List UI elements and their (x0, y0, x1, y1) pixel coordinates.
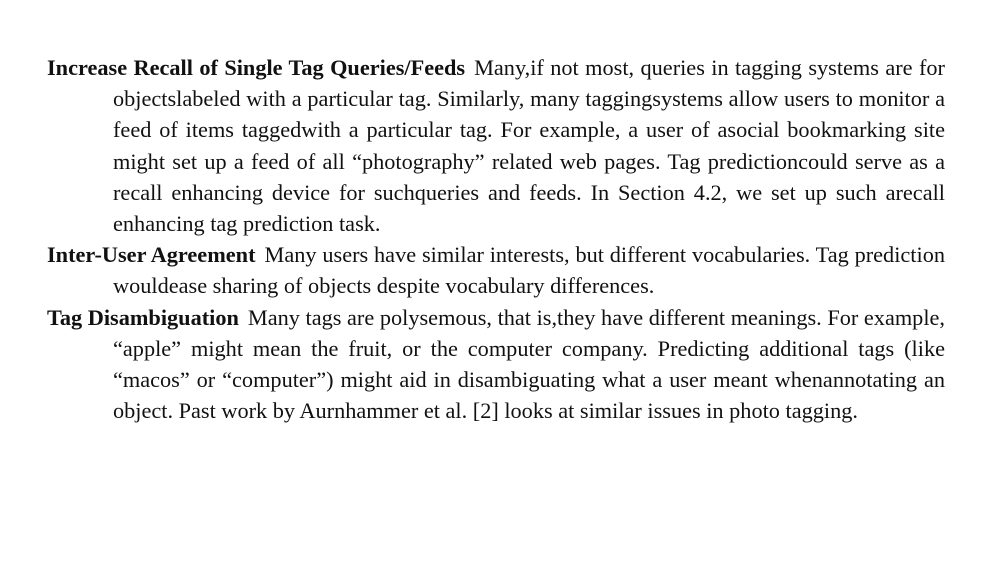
entry-term: Tag Disambiguation (47, 304, 239, 330)
entry-text: Many users have similar interests, but different vocabularies. Tag prediction wouldease sharing of objects despite vocabulary differences. (113, 242, 945, 299)
paper-excerpt (47, 52, 945, 426)
entry-term: Inter-User Agreement (47, 242, 256, 268)
entry-text: Many tags are polysemous, that is,they have different meanings. For example, “apple” might mean the fruit, or the computer company. Predicting additional tags (like “macos” or “computer”) might aid in disambiguating what a user meant whenannotating an object. Past work by Aurnhammer et al. [2] looks at similar issues in photo tagging. (113, 304, 945, 424)
description-entry (47, 302, 945, 427)
description-entry (47, 52, 945, 239)
entry-text: Many,if not most, queries in tagging systems are for objectslabeled with a particular tag. Similarly, many taggingsystems allow users to monitor a feed of items taggedwith a particular tag. For example, a user of asocial bookmarking site might set up a feed of all “photography” related web pages. Tag predictioncould serve as a recall enhancing device for suchqueries and feeds. In Section 4.2, we set up such arecall enhancing tag prediction task. (113, 55, 945, 237)
entry-term: Increase Recall of Single Tag Queries/Feeds (47, 55, 466, 80)
description-entry (47, 239, 945, 301)
